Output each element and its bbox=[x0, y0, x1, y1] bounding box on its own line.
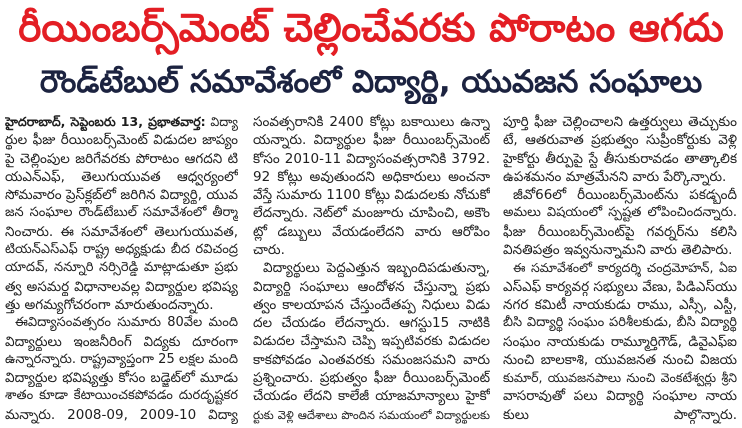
line-text: దల చేయడం లేదన్నారు. ఆగస్టు15 నాటికి bbox=[253, 315, 490, 332]
text-line bbox=[5, 241, 238, 259]
text-line bbox=[5, 369, 238, 387]
text-line bbox=[253, 278, 490, 296]
text-line bbox=[503, 131, 737, 149]
text-line bbox=[253, 369, 490, 387]
subheadline: రౌండ్‌టేబుల్ సమావేశంలో విద్యార్థి, యువజన సంఘాలు bbox=[39, 64, 703, 100]
line-text: ఉన్నారన్నారు. రాష్ట్రవ్యాప్తంగా 25 లక్షల మంది bbox=[5, 351, 238, 367]
line-text: ఫీజు రీయింబర్స్‌మెంట్‌పై గవర్నర్‌ను కలిసి bbox=[503, 223, 737, 240]
line-text: ఈ సమావేశంలో కార్యదర్శి చంద్రమోహన్, ఏఐ bbox=[513, 260, 737, 276]
text-line bbox=[253, 333, 490, 351]
line-text: యఎన్ఎఫ్, తెలుగుయువత ఆధ్వర్యంలో bbox=[5, 168, 238, 185]
text-line bbox=[5, 223, 238, 241]
text-line bbox=[253, 150, 490, 168]
line-text: హైకోర్టు తీర్పుపై స్టే తీసుకురావడం తాత్కాలిక bbox=[503, 150, 737, 167]
line-text: సంవత్సరానికి 2400 కోట్లు బకాయిలు ఉన్నా bbox=[253, 114, 490, 130]
line-text: త్తు అగమ్యగోచరంగా మారుతుందన్నారు. bbox=[5, 296, 214, 313]
line-text: విద్యార్థి సంఘాలు ఆందోళన చేస్తున్నా ప్రభు bbox=[253, 278, 490, 295]
line-text: యన్నారు. విద్యార్థుల ఫీజు రీయింబర్స్‌మెంట్ bbox=[253, 132, 490, 149]
line-text: టే, ఆతరువాత ప్రభుత్వం సుప్రీంకోర్టుకు వెళ్లి bbox=[503, 132, 737, 149]
line-text: కోసం 2010-11 విద్యాసంవత్సరానికి 3792. bbox=[253, 150, 490, 167]
text-line bbox=[253, 241, 490, 259]
text-line bbox=[503, 351, 737, 369]
text-line bbox=[253, 113, 490, 131]
text-line bbox=[253, 131, 490, 149]
line-text: ర్టుకు వెళ్లి ఆదేశాలు పొందిన సమయంలో విద్యార్థులకు bbox=[253, 407, 490, 422]
text-line bbox=[5, 150, 238, 168]
paragraph bbox=[503, 113, 737, 186]
text-line bbox=[5, 131, 238, 149]
paragraph bbox=[5, 314, 238, 424]
text-line bbox=[503, 296, 737, 314]
text-line bbox=[253, 186, 490, 204]
paragraph bbox=[253, 259, 490, 424]
text-line bbox=[503, 223, 737, 241]
text-line bbox=[253, 296, 490, 314]
line-text: చేయడం లేదని కాలేజీ యాజమాన్యాలు హైకో bbox=[253, 388, 490, 405]
text-line bbox=[503, 314, 737, 332]
line-text: చారు. bbox=[253, 242, 285, 259]
paragraph bbox=[253, 113, 490, 259]
text-line bbox=[503, 333, 737, 351]
text-line bbox=[253, 351, 490, 369]
paragraph bbox=[503, 186, 737, 259]
text-line bbox=[253, 387, 490, 405]
line-text: సోమవారం ప్రెస్‌క్లబ్‌లో జరిగిన విద్యార్థి, యువ bbox=[5, 187, 238, 204]
line-text: నగర కమిటీ నాయకుడు రాము, ఎస్సీ, ఎస్టీ, bbox=[503, 296, 737, 313]
line-text: జన సంఘాల రౌండ్‌టేబుల్ సమావేశంలో తీర్మా bbox=[5, 205, 238, 221]
text-line bbox=[5, 406, 238, 424]
text-line bbox=[5, 186, 238, 204]
line-text: విద్యా bbox=[210, 114, 238, 129]
line-text: విద్యార్థులు ఇంజనీరింగ్ విద్యకు దూరంగా bbox=[5, 333, 238, 350]
line-text: వేస్తే సుమారు 1100 కోట్లు విడుదలకు నోచుకో bbox=[253, 187, 490, 204]
line-text: త్వ అసమర్థ విధానాలవల్ల విద్యార్థుల భవిష్య bbox=[5, 278, 238, 295]
text-line bbox=[253, 204, 490, 222]
line-text: ప్రశ్నించారు. ప్రభుత్వం ఫీజు రీయింబర్స్‌మెంట్ bbox=[253, 370, 490, 387]
text-line bbox=[253, 223, 490, 241]
line-text: ఉపశమనం మాత్రమేనని వారు పేర్కొన్నారు. bbox=[503, 168, 727, 185]
text-line bbox=[503, 278, 737, 296]
text-line bbox=[253, 168, 490, 186]
line-text: ట్లో డబ్బులు వేయడంలేదని వారు ఆరోపిం bbox=[253, 223, 490, 240]
line-text: సంఘం నాయకుడు రామ్మూర్తిగౌడ్, డివైఎఫ్ఐ bbox=[503, 333, 737, 350]
text-line bbox=[503, 113, 737, 131]
line-text: విడుదల చేస్తామని చెప్పి ఇప్పటివరకు విడుదల bbox=[253, 333, 490, 349]
line-text: త్వం కాలయాపన చేస్తుందేతప్ప నిధులు విడు bbox=[253, 296, 490, 313]
text-line bbox=[503, 186, 737, 204]
line-text: కాకపోవడం ఎంతవరకు సమంజసమని వారు bbox=[253, 351, 490, 368]
text-line bbox=[503, 150, 737, 168]
line-text: టియన్ఎస్ఎఫ్ రాష్ట్ర అధ్యక్షుడు బీద రవిచంద్ర bbox=[5, 242, 238, 258]
text-line bbox=[5, 259, 238, 277]
text-line bbox=[503, 369, 737, 387]
line-text: జీవో66లో రీయింబర్స్‌మెంట్‌ను పకడ్బందీ bbox=[513, 187, 737, 204]
text-line bbox=[5, 333, 238, 351]
line-text: బీసి విద్యార్థి సంఘం పరిశీలకుడు, బీసి విద్యార్థి bbox=[503, 315, 737, 331]
text-line bbox=[503, 204, 737, 222]
text-line bbox=[5, 278, 238, 296]
text-line bbox=[503, 259, 737, 277]
text-line bbox=[503, 387, 737, 405]
paragraph bbox=[503, 259, 737, 424]
line-text: పై చెల్లింపుల జరిగేవరకు పోరాటం ఆగదని టి bbox=[5, 150, 238, 167]
line-text: నించారు. ఈ సమావేశంలో తెలుగుయువత, bbox=[5, 223, 238, 240]
line-text: శాతం కూడా కేటాయించకపోవడం దురదృష్టకర bbox=[5, 388, 238, 404]
article-column-2 bbox=[253, 113, 490, 424]
text-line bbox=[503, 241, 737, 259]
text-line bbox=[5, 387, 238, 405]
text-line bbox=[5, 296, 238, 314]
text-line bbox=[253, 314, 490, 332]
headline: రీయింబర్స్‌మెంట్ చెల్లించేవరకు పోరాటం ఆగదు bbox=[18, 6, 724, 51]
text-line bbox=[5, 204, 238, 222]
line-text: నుంచి బాలకాశి, యువజనత నుంచి విజయ bbox=[503, 351, 737, 368]
line-text: పూర్తి ఫీజు చెల్లించాలని ఉత్తర్వులు తెచ్చుకుం bbox=[503, 114, 737, 130]
line-text: మన్నారు. 2008-09, 2009-10 విద్యా bbox=[5, 406, 238, 423]
text-line bbox=[253, 406, 490, 424]
line-text: కులు పాల్గొన్నారు. bbox=[503, 406, 737, 423]
line-text: వాసరావుతో పలు విద్యార్థి సంఘాల నాయ bbox=[503, 388, 737, 405]
text-line bbox=[5, 351, 238, 369]
text-line bbox=[503, 406, 737, 424]
article-column-3 bbox=[503, 113, 737, 424]
line-text: యాదవ్, నన్నూరి నర్సిరెడ్డి మాట్లాడుతూ ప్రభు bbox=[5, 260, 238, 276]
text-line bbox=[5, 314, 238, 332]
text-line bbox=[253, 259, 490, 277]
line-text: విద్యార్థుల భవిష్యత్తు కోసం బడ్జెట్‌లో మూడు bbox=[5, 370, 238, 387]
line-text: కుమార్, యువజనపాలు నుంచి వెంకటేశ్వర్లు శ్రీని bbox=[503, 370, 737, 386]
text-line bbox=[5, 113, 238, 131]
text-line bbox=[5, 168, 238, 186]
line-text: ఈవిద్యాసంవత్సరం సుమారు 80వేల మంది bbox=[15, 315, 238, 331]
line-text: లేదన్నారు. నెట్‌లో మంజూరు చూపించి, అకౌం bbox=[253, 205, 490, 222]
text-line bbox=[503, 168, 737, 186]
line-text: 92 కోట్లు అవుతుందని అధికారులు అంచనా bbox=[253, 168, 490, 185]
line-text: విద్యార్థులు పెద్దఎత్తున ఇబ్బందిపడుతున్నా, bbox=[263, 260, 490, 277]
dateline: హైదరాబాద్, సెప్టెంబరు 13, ప్రభాతవార్త: bbox=[5, 114, 206, 129]
line-text: అమలు విషయంలో స్పష్టత లోపించిందన్నారు. bbox=[503, 205, 737, 221]
article-column-1 bbox=[5, 113, 238, 424]
line-text: ర్థుల ఫీజు రీయింబర్స్‌మెంట్ విడుదల జాప్యం bbox=[5, 132, 238, 149]
paragraph bbox=[5, 113, 238, 314]
line-text: వినతిపత్రం ఇవ్వనున్నామని వారు తెలిపారు. bbox=[503, 242, 733, 259]
line-text: ఎస్ఎఫ్ కార్యవర్గ సభ్యులు వేణు, పిడిఎస్‌యు bbox=[503, 278, 737, 295]
